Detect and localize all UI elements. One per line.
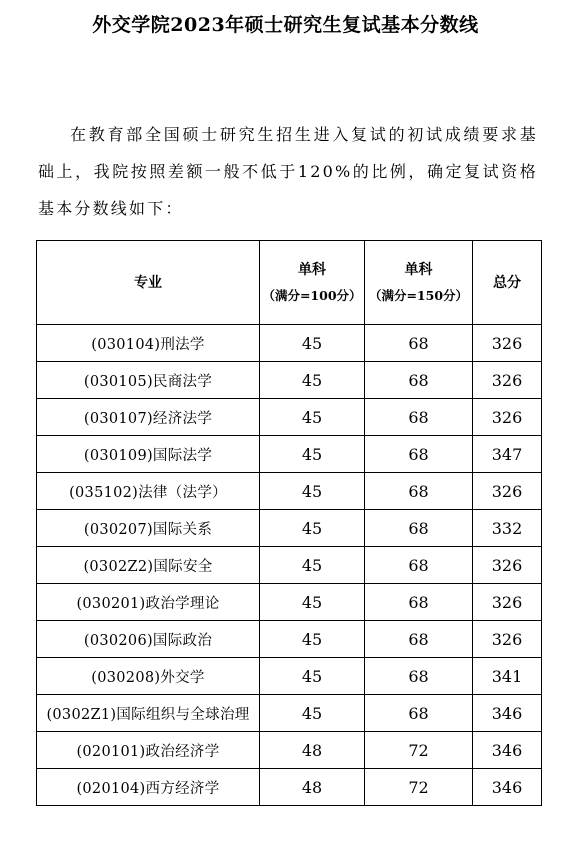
cell-score-150: 68 — [365, 621, 473, 658]
table-row — [37, 769, 542, 806]
cell-total: 347 — [473, 436, 542, 473]
cell-score-150: 68 — [365, 510, 473, 547]
cell-score-100: 45 — [260, 362, 365, 399]
cell-score-100: 45 — [260, 473, 365, 510]
cell-score-150: 72 — [365, 769, 473, 806]
cell-score-150: 68 — [365, 547, 473, 584]
cell-major: (030208)外交学 — [37, 658, 260, 695]
cell-total: 326 — [473, 621, 542, 658]
cell-total: 346 — [473, 695, 542, 732]
cell-total: 346 — [473, 732, 542, 769]
table-row — [37, 510, 542, 547]
cell-total: 326 — [473, 325, 542, 362]
cell-score-100: 45 — [260, 695, 365, 732]
cell-score-100: 48 — [260, 732, 365, 769]
cell-score-150: 68 — [365, 584, 473, 621]
table-row — [37, 584, 542, 621]
cell-total: 341 — [473, 658, 542, 695]
cell-major: (020101)政治经济学 — [37, 732, 260, 769]
cell-score-150: 68 — [365, 325, 473, 362]
cell-major: (030109)国际法学 — [37, 436, 260, 473]
header-single-100-title: 单科 — [298, 261, 326, 278]
cell-score-100: 45 — [260, 325, 365, 362]
table-row — [37, 658, 542, 695]
cell-major: (030107)经济法学 — [37, 399, 260, 436]
header-major: 专业 — [37, 241, 260, 325]
header-single-150 — [365, 241, 473, 325]
cell-major: (0302Z1)国际组织与全球治理 — [37, 695, 260, 732]
cell-total: 326 — [473, 547, 542, 584]
cell-major: (035102)法律（法学） — [37, 473, 260, 510]
table-row — [37, 547, 542, 584]
cell-score-150: 68 — [365, 436, 473, 473]
document-title: 外交学院2023年硕士研究生复试基本分数线 — [92, 14, 479, 36]
cell-total: 346 — [473, 769, 542, 806]
table-body — [37, 325, 542, 806]
cell-score-100: 48 — [260, 769, 365, 806]
header-single-100-sub: （满分=100分） — [262, 287, 362, 303]
cell-major: (030105)民商法学 — [37, 362, 260, 399]
cell-total: 326 — [473, 399, 542, 436]
cell-total: 326 — [473, 473, 542, 510]
cell-score-150: 68 — [365, 362, 473, 399]
table-header-row — [37, 241, 542, 325]
cell-major: (0302Z2)国际安全 — [37, 547, 260, 584]
cell-score-150: 68 — [365, 695, 473, 732]
cell-score-150: 72 — [365, 732, 473, 769]
header-single-150-title: 单科 — [404, 261, 433, 278]
cell-total: 326 — [473, 362, 542, 399]
header-single-150-sub: （满分=150分） — [368, 287, 469, 303]
cell-score-100: 45 — [260, 436, 365, 473]
cell-score-150: 68 — [365, 658, 473, 695]
cell-major: (020104)西方经济学 — [37, 769, 260, 806]
table-row — [37, 732, 542, 769]
table-row — [37, 621, 542, 658]
cell-major: (030206)国际政治 — [37, 621, 260, 658]
cell-major: (030104)刑法学 — [37, 325, 260, 362]
header-single-100 — [260, 241, 365, 325]
score-table — [36, 240, 542, 806]
table-row — [37, 473, 542, 510]
cell-score-150: 68 — [365, 473, 473, 510]
table-row — [37, 362, 542, 399]
cell-score-100: 45 — [260, 584, 365, 621]
cell-total: 332 — [473, 510, 542, 547]
cell-major: (030201)政治学理论 — [37, 584, 260, 621]
table-row — [37, 695, 542, 732]
intro-paragraph: 在教育部全国硕士研究生招生进入复试的初试成绩要求基础上，我院按照差额一般不低于120%的比例，确定复试资格基本分数线如下： — [38, 125, 538, 218]
header-total: 总分 — [473, 241, 542, 325]
table-row — [37, 436, 542, 473]
table-row — [37, 325, 542, 362]
cell-score-150: 68 — [365, 399, 473, 436]
cell-score-100: 45 — [260, 399, 365, 436]
cell-total: 326 — [473, 584, 542, 621]
table-row — [37, 399, 542, 436]
cell-score-100: 45 — [260, 621, 365, 658]
cell-score-100: 45 — [260, 658, 365, 695]
cell-major: (030207)国际关系 — [37, 510, 260, 547]
cell-score-100: 45 — [260, 547, 365, 584]
cell-score-100: 45 — [260, 510, 365, 547]
